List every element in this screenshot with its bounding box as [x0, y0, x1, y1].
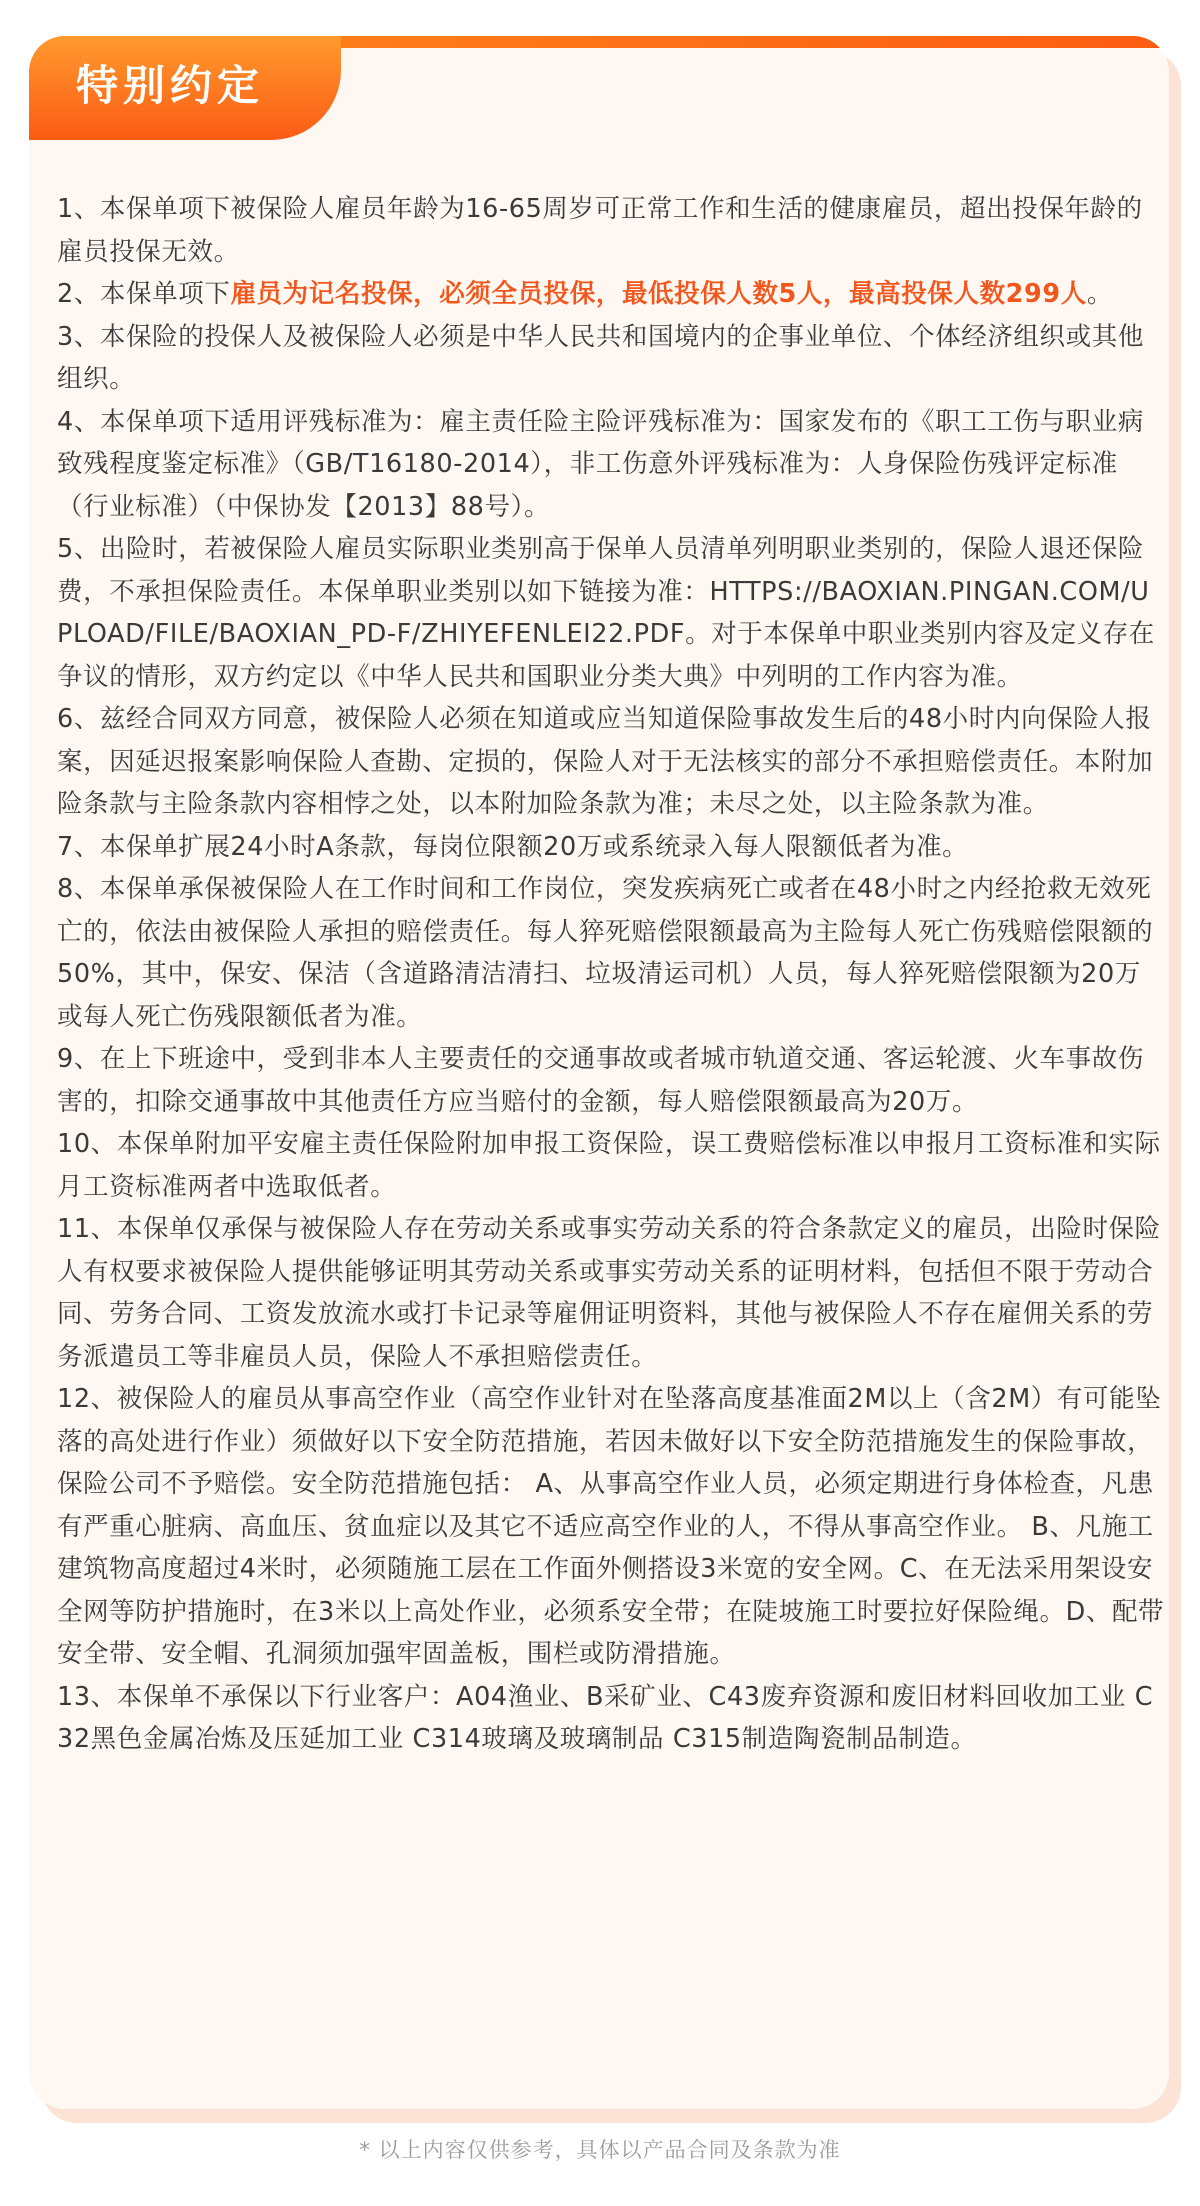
clause-text: 5、出险时，若被保险人雇员实际职业类别高于保单人员清单列明职业类别的，保险人退还保险费，不承担保险责任。本保单职业类别以如下链接为准：HTTPS://BAOXIAN.PINGAN.COM/UPLOAD/FILE/BAOXIAN_PD-F/ZHIYEFENLEI22.PDF。对于本保单中职业类别内容及定义存在争议的情形，双方约定以《中华人民共和国职业分类大典》中列明的工作内容为准。 — [57, 534, 1155, 692]
clause-item — [57, 1208, 1165, 1378]
clause-item — [57, 1038, 1165, 1123]
clause-item — [57, 273, 1165, 316]
clause-text: 11、本保单仅承保与被保险人存在劳动关系或事实劳动关系的符合条款定义的雇员，出险时保险人有权要求被保险人提供能够证明其劳动关系或事实劳动关系的证明材料，包括但不限于劳动合同、劳务合同、工资发放流水或打卡记录等雇佣证明资料，其他与被保险人不存在雇佣关系的劳务派遣员工等非雇员人员，保险人不承担赔偿责任。 — [57, 1214, 1161, 1372]
clause-highlight: 雇员为记名投保，必须全员投保，最低投保人数5人，最高投保人数299人 — [230, 279, 1087, 309]
clause-item — [57, 1676, 1165, 1761]
clause-item — [57, 826, 1165, 869]
special-terms-card — [29, 36, 1169, 2109]
clause-text: 7、本保单扩展24小时A条款，每岗位限额20万或系统录入每人限额低者为准。 — [57, 831, 969, 862]
clause-suffix: 。 — [1086, 279, 1113, 309]
clause-item — [57, 401, 1165, 529]
clause-text: 13、本保单不承保以下行业客户：A04渔业、B采矿业、C43废弃资源和废旧材料回收加工业 C32黑色金属冶炼及压延加工业 C314玻璃及玻璃制品 C315制造陶瓷制品制造。 — [57, 1681, 1154, 1754]
clause-text: 6、兹经合同双方同意，被保险人必须在知道或应当知道保险事故发生后的48小时内向保险人报案，因延迟报案影响保险人查勘、定损的，保险人对于无法核实的部分不承担赔偿责任。本附加险条款与主险条款内容相悖之处，以本附加险条款为准；未尽之处，以主险条款为准。 — [57, 704, 1154, 819]
clause-prefix: 2、本保单项下 — [57, 279, 231, 309]
clause-item — [57, 188, 1165, 273]
clause-text: 12、被保险人的雇员从事高空作业（高空作业针对在坠落高度基准面2M以上（含2M）有可能坠落的高处进行作业）须做好以下安全防范措施，若因未做好以下安全防范措施发生的保险事故，保险公司不予赔偿。安全防范措施包括： A、从事高空作业人员，必须定期进行身体检查，凡患有严重心脏病、高血压、贫血症以及其它不适应高空作业的人，不得从事高空作业。 B、凡施工建筑物高度超过4米时，必须随施工层在工作面外侧搭设3米宽的安全网。C、在无法采用架设安全网等防护措施时，在3米以上高处作业，必须系安全带；在陡坡施工时要拉好保险绳。D、配带安全带、安全帽、孔洞须加强牢固盖板，围栏或防滑措施。 — [57, 1384, 1165, 1669]
clause-item — [57, 868, 1165, 1038]
clause-list — [57, 188, 1165, 1761]
section-title: 特别约定 — [76, 61, 265, 110]
clause-text: 1、本保单项下被保险人雇员年龄为16-65周岁可正常工作和生活的健康雇员，超出投保年龄的雇员投保无效。 — [57, 194, 1143, 267]
clause-text: 10、本保单附加平安雇主责任保险附加申报工资保险，误工费赔偿标准以申报月工资标准和实际月工资标准两者中选取低者。 — [57, 1129, 1161, 1202]
disclaimer-footnote: * 以上内容仅供参考，具体以产品合同及条款为准 — [359, 2138, 841, 2162]
clause-text: 4、本保单项下适用评残标准为：雇主责任险主险评残标准为：国家发布的《职工工伤与职业病致残程度鉴定标准》（GB/T16180-2014），非工伤意外评残标准为：人身保险伤残评定标准（行业标准）（中保协发【2013】88号）。 — [57, 406, 1144, 522]
clause-item — [57, 1378, 1165, 1676]
clause-item — [57, 698, 1165, 826]
clause-item — [57, 528, 1165, 698]
clause-text: 3、本保险的投保人及被保险人必须是中华人民共和国境内的企事业单位、个体经济组织或其他组织。 — [57, 321, 1144, 394]
clause-item — [57, 316, 1165, 401]
clause-text: 9、在上下班途中，受到非本人主要责任的交通事故或者城市轨道交通、客运轮渡、火车事故伤害的，扣除交通事故中其他责任方应当赔付的金额，每人赔偿限额最高为20万。 — [57, 1044, 1144, 1117]
clause-text: 8、本保单承保被保险人在工作时间和工作岗位，突发疾病死亡或者在48小时之内经抢救无效死亡的，依法由被保险人承担的赔偿责任。每人猝死赔偿限额最高为主险每人死亡伤残赔偿限额的50%，其中，保安、保洁（含道路清洁清扫、垃圾清运司机）人员，每人猝死赔偿限额为20万或每人死亡伤残限额低者为准。 — [57, 874, 1154, 1032]
clause-item — [57, 1123, 1165, 1208]
